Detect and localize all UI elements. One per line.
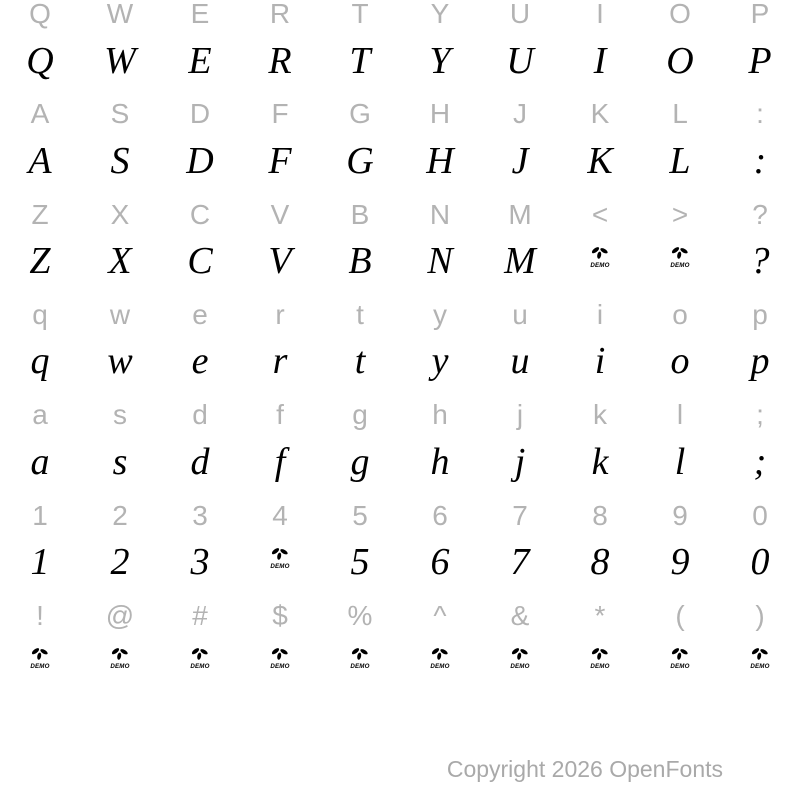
demo-glyph-label: DEMO (430, 662, 450, 670)
glyph-row-lowercase-asdf-specimen (0, 443, 800, 481)
glyph-cell: B (350, 199, 370, 230)
demo-placeholder-glyph-icon (749, 646, 771, 670)
demo-placeholder-glyph-icon (109, 646, 131, 670)
glyph-cell: N (429, 199, 451, 230)
glyph-cell: K (590, 98, 610, 129)
glyph-cell: J (511, 140, 529, 182)
glyph-cell: e (192, 299, 208, 330)
glyph-cell: D (189, 98, 211, 129)
glyph-cell: G (349, 98, 371, 129)
demo-placeholder-glyph-icon (29, 646, 51, 670)
glyph-cell: 3 (192, 500, 208, 531)
glyph-cell: S (110, 98, 130, 129)
glyph-cell: U (506, 40, 534, 82)
glyph-cell: L (669, 140, 691, 182)
glyph-cell (320, 643, 400, 681)
glyph-cell: 1 (30, 541, 50, 583)
fleuron-ornament-icon (591, 647, 609, 660)
glyph-cell: 9 (672, 500, 688, 531)
glyph-cell: W (104, 40, 136, 82)
fleuron-ornament-icon (271, 647, 289, 660)
glyph-cell: k (591, 441, 609, 483)
glyph-cell: M (504, 240, 536, 282)
glyph-cell: d (190, 441, 210, 483)
glyph-cell: O (666, 40, 694, 82)
demo-placeholder-glyph-icon (269, 546, 291, 570)
glyph-cell: I (593, 40, 607, 82)
glyph-cell: Q (29, 0, 51, 29)
demo-placeholder-glyph-icon (669, 245, 691, 269)
glyph-cell: A (28, 140, 52, 182)
glyph-cell: J (513, 98, 527, 129)
fleuron-ornament-icon (271, 547, 289, 560)
glyph-cell: % (347, 600, 373, 631)
glyph-cell: E (190, 0, 210, 29)
glyph-cell: ) (755, 600, 765, 631)
glyph-cell (640, 242, 720, 280)
glyph-cell: a (32, 399, 48, 430)
glyph-cell: l (676, 399, 684, 430)
glyph-cell: R (268, 40, 292, 82)
glyph-cell: h (432, 399, 448, 430)
glyph-cell: s (112, 441, 128, 483)
glyph-cell: s (113, 399, 127, 430)
demo-glyph-label: DEMO (750, 662, 770, 670)
demo-glyph-label: DEMO (190, 662, 210, 670)
glyph-cell: 4 (272, 500, 288, 531)
glyph-cell: R (269, 0, 291, 29)
glyph-cell: r (272, 340, 288, 382)
glyph-cell: 2 (112, 500, 128, 531)
glyph-cell: l (674, 441, 686, 483)
glyph-cell: X (110, 199, 130, 230)
glyph-cell: ; (753, 441, 767, 483)
glyph-cell: ^ (433, 600, 447, 631)
demo-placeholder-glyph-icon (509, 646, 531, 670)
fleuron-ornament-icon (351, 647, 369, 660)
glyph-cell: ? (752, 199, 768, 230)
glyph-cell: ! (36, 600, 44, 631)
glyph-cell: G (346, 140, 374, 182)
glyph-cell: E (188, 40, 212, 82)
glyph-cell: 6 (432, 500, 448, 531)
glyph-cell: C (187, 240, 213, 282)
glyph-cell: & (510, 600, 530, 631)
glyph-cell: S (110, 140, 130, 182)
glyph-cell: p (752, 299, 768, 330)
copyright-text: Copyright 2026 OpenFonts (446, 756, 723, 782)
glyph-cell: 1 (32, 500, 48, 531)
glyph-row-uppercase-asdf-specimen (0, 142, 800, 180)
glyph-cell: q (32, 299, 48, 330)
glyph-cell: w (109, 299, 131, 330)
glyph-row-digits-reference (0, 502, 800, 530)
glyph-cell: V (268, 240, 292, 282)
glyph-row-uppercase-qwerty-specimen (0, 42, 800, 80)
demo-placeholder-glyph-icon (349, 646, 371, 670)
glyph-cell: o (672, 299, 688, 330)
glyph-row-uppercase-qwerty-reference (0, 0, 800, 28)
glyph-cell: W (106, 0, 134, 29)
glyph-cell: j (514, 441, 526, 483)
glyph-cell (720, 643, 800, 681)
glyph-cell (560, 242, 640, 280)
glyph-cell (80, 643, 160, 681)
glyph-cell: 0 (750, 541, 770, 583)
glyph-cell: X (108, 240, 132, 282)
demo-glyph-label: DEMO (350, 662, 370, 670)
glyph-cell: < (591, 199, 609, 230)
glyph-cell: 6 (430, 541, 450, 583)
glyph-cell: Z (29, 240, 51, 282)
glyph-cell: L (672, 98, 688, 129)
glyph-cell: f (274, 441, 286, 483)
glyph-cell: T (351, 0, 369, 29)
glyph-cell (640, 643, 720, 681)
fleuron-ornament-icon (31, 647, 49, 660)
glyph-cell: 8 (590, 541, 610, 583)
fleuron-ornament-icon (191, 647, 209, 660)
glyph-cell: y (431, 340, 449, 382)
glyph-cell: M (508, 199, 532, 230)
glyph-cell: K (587, 140, 613, 182)
demo-glyph-label: DEMO (270, 662, 290, 670)
demo-placeholder-glyph-icon (589, 245, 611, 269)
glyph-cell (240, 643, 320, 681)
glyph-row-uppercase-asdf-reference (0, 100, 800, 128)
demo-glyph-label: DEMO (670, 662, 690, 670)
glyph-cell: Q (26, 40, 54, 82)
glyph-cell: B (348, 240, 372, 282)
glyph-cell: Y (430, 0, 450, 29)
glyph-cell: > (671, 199, 689, 230)
glyph-cell: y (433, 299, 447, 330)
glyph-cell: N (427, 240, 453, 282)
glyph-cell: r (275, 299, 285, 330)
glyph-cell: 9 (670, 541, 690, 583)
demo-glyph-label: DEMO (590, 261, 610, 269)
glyph-cell: j (516, 399, 524, 430)
glyph-cell: O (669, 0, 691, 29)
fleuron-ornament-icon (591, 246, 609, 259)
fleuron-ornament-icon (111, 647, 129, 660)
glyph-cell (160, 643, 240, 681)
glyph-cell: f (276, 399, 284, 430)
glyph-row-lowercase-asdf-reference (0, 401, 800, 429)
glyph-row-symbols-specimen (0, 643, 800, 681)
glyph-cell: V (270, 199, 290, 230)
glyph-cell: i (596, 299, 604, 330)
glyph-cell: F (268, 140, 292, 182)
demo-placeholder-glyph-icon (429, 646, 451, 670)
demo-placeholder-glyph-icon (669, 646, 691, 670)
glyph-cell: p (750, 340, 770, 382)
glyph-cell: 3 (190, 541, 210, 583)
demo-placeholder-glyph-icon (189, 646, 211, 670)
glyph-cell: u (510, 340, 530, 382)
glyph-cell: 8 (592, 500, 608, 531)
demo-glyph-label: DEMO (670, 261, 690, 269)
glyph-cell: t (354, 340, 366, 382)
glyph-cell: : (756, 98, 764, 129)
glyph-cell (400, 643, 480, 681)
glyph-cell: @ (105, 600, 135, 631)
glyph-cell: A (30, 98, 50, 129)
glyph-cell: $ (272, 600, 288, 631)
glyph-cell: F (271, 98, 289, 129)
fleuron-ornament-icon (671, 246, 689, 259)
fleuron-ornament-icon (671, 647, 689, 660)
demo-placeholder-glyph-icon (269, 646, 291, 670)
glyph-cell: h (430, 441, 450, 483)
glyph-cell: U (509, 0, 531, 29)
glyph-cell: o (670, 340, 690, 382)
demo-glyph-label: DEMO (510, 662, 530, 670)
glyph-cell: H (426, 140, 454, 182)
glyph-cell: C (189, 199, 211, 230)
fleuron-ornament-icon (751, 647, 769, 660)
glyph-cell: P (748, 40, 772, 82)
glyph-cell: T (349, 40, 371, 82)
glyph-cell: # (192, 600, 208, 631)
glyph-cell: q (30, 340, 50, 382)
glyph-cell: ; (756, 399, 764, 430)
glyph-cell: Y (429, 40, 451, 82)
glyph-cell: Z (31, 199, 49, 230)
glyph-cell: ( (675, 600, 685, 631)
glyph-cell: * (594, 600, 606, 631)
glyph-cell: d (192, 399, 208, 430)
glyph-cell: u (512, 299, 528, 330)
glyph-cell: i (594, 340, 606, 382)
glyph-cell: g (352, 399, 368, 430)
glyph-cell (240, 543, 320, 581)
glyph-cell: I (596, 0, 604, 29)
glyph-cell: 7 (512, 500, 528, 531)
demo-glyph-label: DEMO (30, 662, 50, 670)
glyph-cell (0, 643, 80, 681)
glyph-cell: a (30, 441, 50, 483)
glyph-cell: 5 (352, 500, 368, 531)
glyph-cell: t (356, 299, 364, 330)
glyph-cell: : (753, 140, 767, 182)
demo-glyph-label: DEMO (110, 662, 130, 670)
demo-placeholder-glyph-icon (589, 646, 611, 670)
glyph-cell: D (186, 140, 214, 182)
glyph-cell: w (107, 340, 133, 382)
glyph-cell: ? (750, 240, 770, 282)
glyph-cell: 5 (350, 541, 370, 583)
demo-glyph-label: DEMO (270, 562, 290, 570)
glyph-cell (560, 643, 640, 681)
fleuron-ornament-icon (511, 647, 529, 660)
glyph-cell: 7 (510, 541, 530, 583)
glyph-cell: e (191, 340, 209, 382)
glyph-row-uppercase-zxcv-reference (0, 201, 800, 229)
demo-glyph-label: DEMO (590, 662, 610, 670)
glyph-cell: H (429, 98, 451, 129)
glyph-cell: k (593, 399, 607, 430)
glyph-cell: g (350, 441, 370, 483)
glyph-row-symbols-reference (0, 602, 800, 630)
glyph-row-digits-specimen (0, 543, 800, 581)
glyph-cell: 2 (110, 541, 130, 583)
glyph-row-lowercase-qwerty-reference (0, 301, 800, 329)
glyph-cell: 0 (752, 500, 768, 531)
fleuron-ornament-icon (431, 647, 449, 660)
glyph-cell: P (750, 0, 770, 29)
glyph-row-uppercase-zxcv-specimen (0, 242, 800, 280)
glyph-cell (480, 643, 560, 681)
glyph-row-lowercase-qwerty-specimen (0, 342, 800, 380)
